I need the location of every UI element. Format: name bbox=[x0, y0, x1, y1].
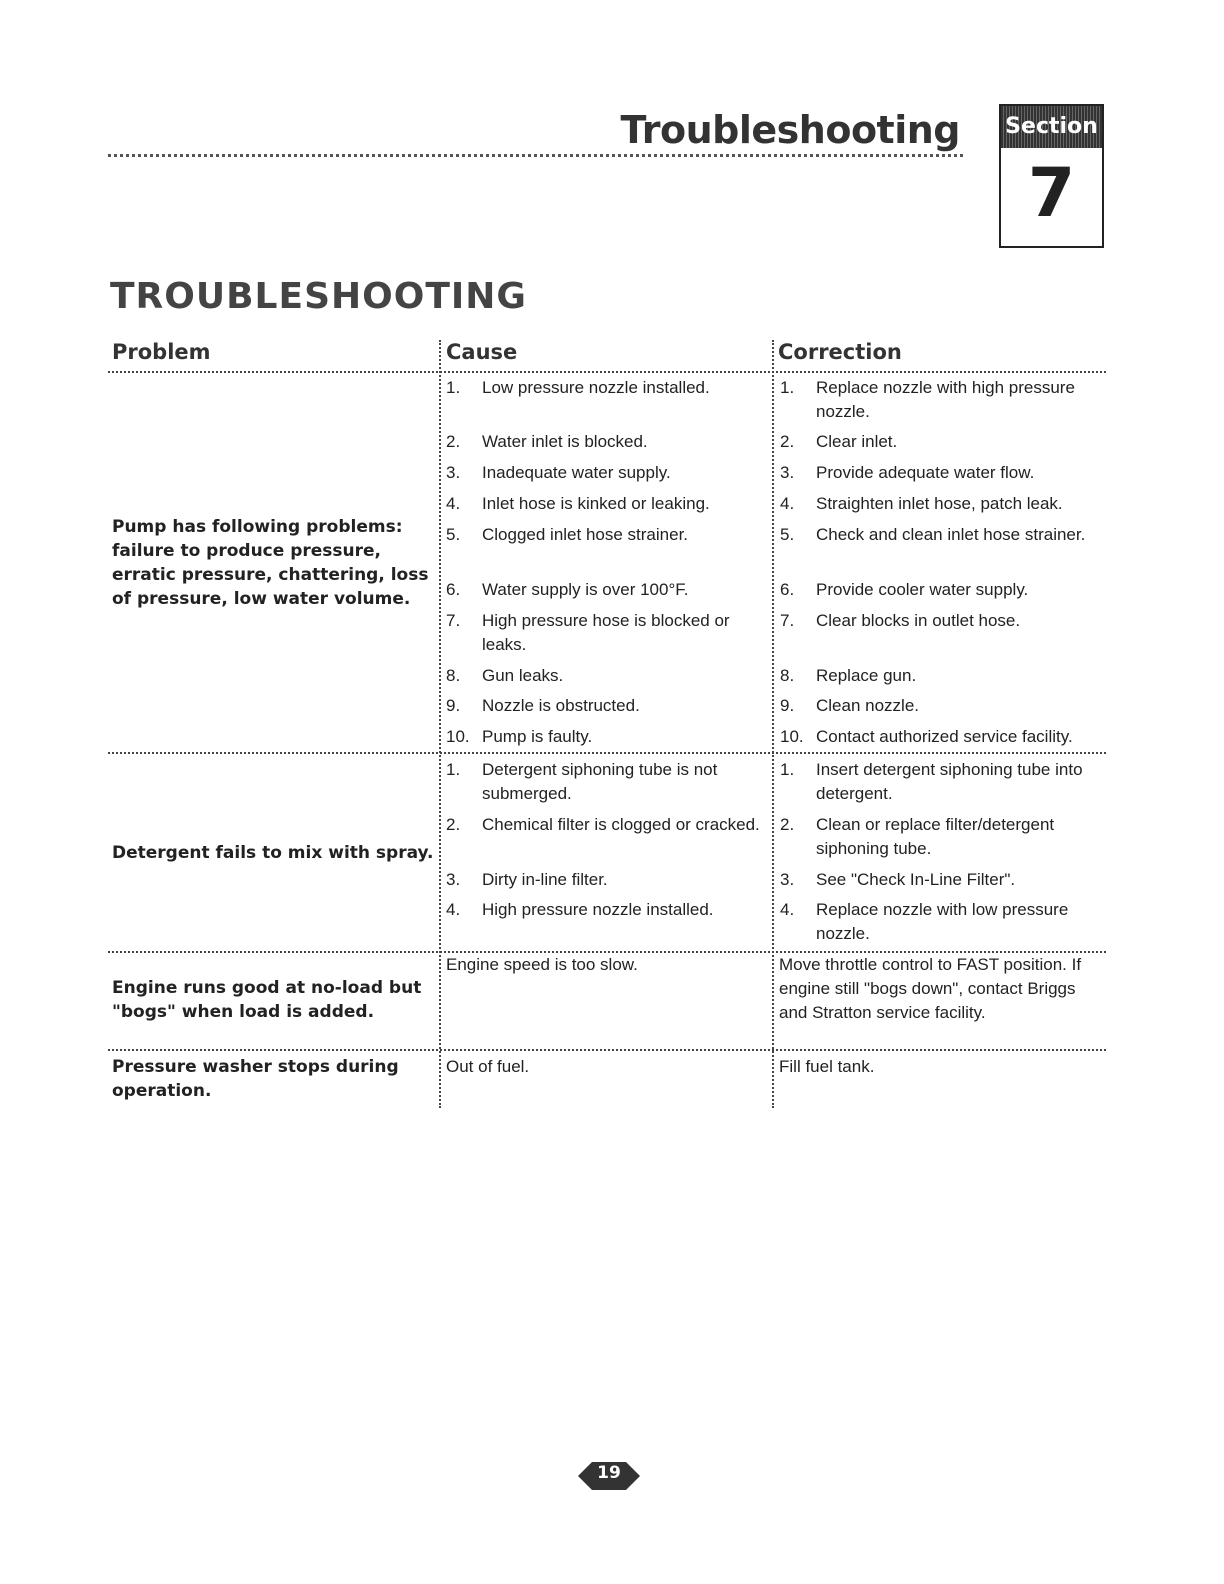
cause-text: Out of fuel. bbox=[446, 1057, 530, 1076]
table-rule bbox=[108, 371, 1106, 373]
problem-text: Pump has following problems: failure to produce pressure, erratic pressure, chattering, loss of pressure, low water volume. bbox=[112, 517, 429, 609]
column-header-problem: Problem bbox=[112, 340, 211, 364]
correction-text: Fill fuel tank. bbox=[779, 1057, 875, 1076]
table-rule bbox=[108, 752, 1106, 754]
column-header-correction: Correction bbox=[778, 340, 902, 364]
section-number: 7 bbox=[1027, 154, 1076, 233]
page-number: 19 bbox=[597, 1463, 621, 1483]
column-divider bbox=[772, 340, 774, 1108]
cause-text: Engine speed is too slow. bbox=[446, 955, 638, 974]
page-title: TROUBLESHOOTING bbox=[110, 276, 527, 317]
column-divider bbox=[439, 340, 441, 1108]
problem-text: Engine runs good at no-load but "bogs" when load is added. bbox=[112, 978, 422, 1022]
problem-text: Pressure washer stops during operation. bbox=[112, 1057, 399, 1101]
header-rule bbox=[108, 154, 963, 157]
problem-text: Detergent fails to mix with spray. bbox=[112, 843, 434, 863]
section-label: Section bbox=[1001, 106, 1102, 148]
correction-text: Move throttle control to FAST position. If engine still "bogs down", contact Briggs and Stratton service facility. bbox=[779, 955, 1082, 1022]
section-tab bbox=[999, 104, 1104, 248]
page-header-title: Troubleshooting bbox=[620, 108, 960, 152]
table-rule bbox=[108, 1049, 1106, 1051]
column-header-cause: Cause bbox=[446, 340, 518, 364]
